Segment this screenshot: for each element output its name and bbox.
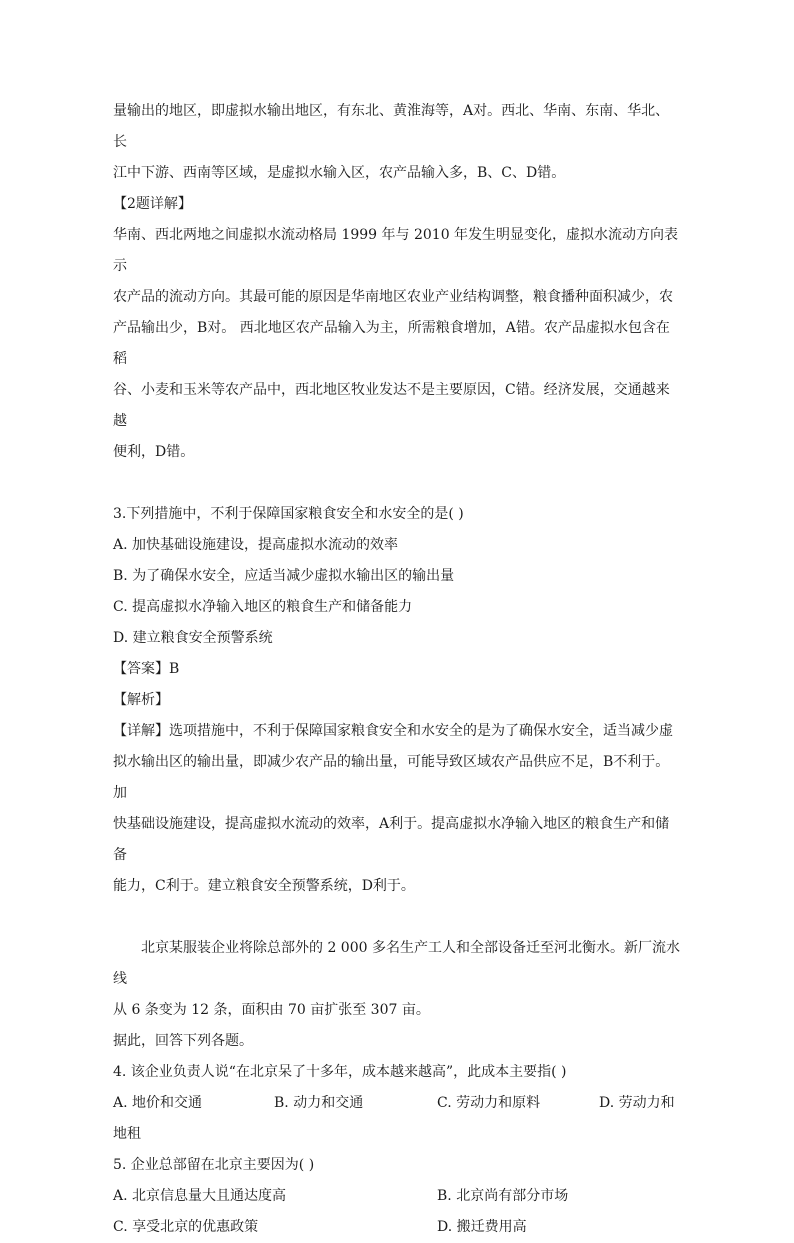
q5-option-c: C. 享受北京的优惠政策 — [113, 1219, 259, 1235]
material-passage — [113, 933, 683, 995]
q3-option-c: C. 提高虚拟水净输入地区的粮食生产和储备能力 — [113, 599, 413, 615]
q5-option-b: B. 北京尚有部分市场 — [437, 1188, 569, 1204]
q3-option-a: A. 加快基础设施建设，提高虚拟水流动的效率 — [113, 537, 399, 553]
spacer — [113, 468, 683, 499]
q4-option-b: B. 动力和交通 — [274, 1095, 364, 1111]
text-line: 华南、西北两地之间虚拟水流动格局 1999 年与 2010 年发生明显变化，虚拟水流动方向表示 — [113, 227, 679, 274]
q5-stem: 5. 企业总部留在北京主要因为( ) — [113, 1157, 315, 1173]
spacer — [113, 902, 683, 933]
q5-option-a: A. 北京信息量大且通达度高 — [113, 1188, 287, 1204]
q4-option-c: C. 劳动力和原料 — [437, 1095, 541, 1111]
q2-explanation — [113, 220, 683, 468]
text-line: 江中下游、西南等区域，是虚拟水输入区，农产品输入多，B、C、D错。 — [113, 165, 566, 181]
text-line: 【详解】选项措施中，不利于保障国家粮食安全和水安全的是为了确保水安全，适当减少虚 — [113, 723, 673, 739]
text-line: 快基础设施建设，提高虚拟水流动的效率，A利于。提高虚拟水净输入地区的粮食生产和储备 — [113, 816, 670, 863]
q1-explanation-tail — [113, 96, 683, 189]
text-line: 拟水输出区的输出量，即减少农产品的输出量，可能导致区域农产品供应不足，B不利于。加 — [113, 754, 670, 801]
q3-option-b: B. 为了确保水安全，应适当减少虚拟水输出区的输出量 — [113, 568, 455, 584]
text-line: 农产品的流动方向。其最可能的原因是华南地区农业产业结构调整，粮食播种面积减少，农 — [113, 289, 673, 305]
q2-heading: 【2题详解】 — [113, 196, 192, 212]
material-passage-cont: 从 6 条变为 12 条，面积由 70 亩扩张至 307 亩。 — [113, 1002, 430, 1018]
text-line: 产品输出少，B对。 西北地区农产品输入为主，所需粮食增加，A错。农产品虚拟水包含在稻 — [113, 320, 670, 367]
q3-detail — [113, 716, 683, 902]
q3-option-d: D. 建立粮食安全预警系统 — [113, 630, 273, 646]
text-line: 能力，C利于。建立粮食安全预警系统，D利于。 — [113, 878, 415, 894]
q4-option-d-wrap: 地租 — [113, 1126, 141, 1142]
q5-option-d: D. 搬迁费用高 — [437, 1219, 527, 1235]
document-page — [113, 96, 683, 1243]
q4-stem: 4. 该企业负责人说“在北京呆了十多年，成本越来越高”，此成本主要指( ) — [113, 1064, 567, 1080]
text-line: 谷、小麦和玉米等农产品中，西北地区牧业发达不是主要原因，C错。经济发展，交通越来越 — [113, 382, 670, 429]
q3-answer: 【答案】B — [113, 661, 180, 677]
q4-option-d: D. 劳动力和 — [599, 1095, 675, 1111]
material-instruction: 据此，回答下列各题。 — [113, 1033, 253, 1049]
q5-options-row1 — [113, 1181, 683, 1212]
q5-options-row2 — [113, 1212, 683, 1243]
text-line: 北京某服装企业将除总部外的 2 000 多名生产工人和全部设备迁至河北衡水。新厂流水线 — [113, 940, 680, 987]
q4-options — [113, 1088, 683, 1119]
q3-stem: 3.下列措施中，不利于保障国家粮食安全和水安全的是( ) — [113, 506, 464, 522]
text-line: 量输出的地区，即虚拟水输出地区，有东北、黄淮海等，A对。西北、华南、东南、华北、长 — [113, 103, 670, 150]
text-line: 便利，D错。 — [113, 444, 195, 460]
q4-option-a: A. 地价和交通 — [113, 1095, 203, 1111]
q3-analysis-heading: 【解析】 — [113, 692, 169, 708]
